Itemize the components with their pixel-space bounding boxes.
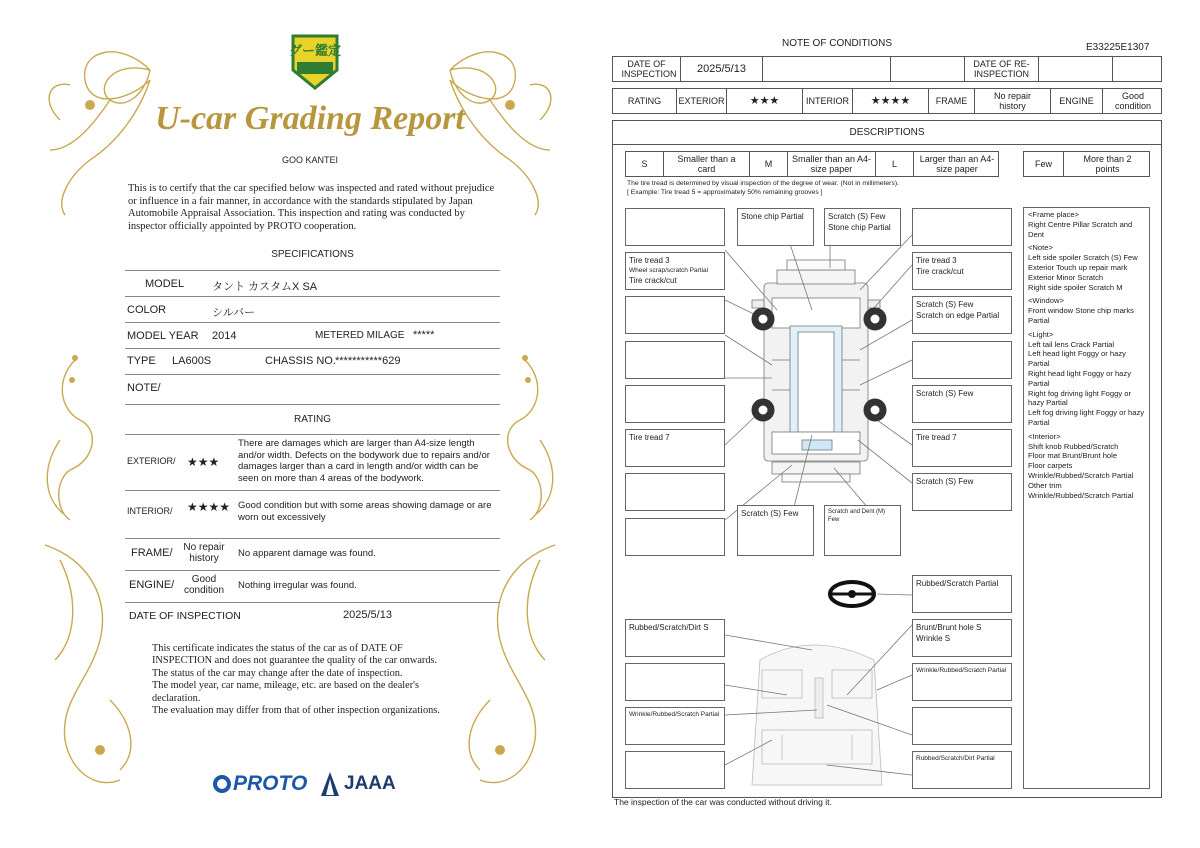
note-line: <Note> — [1028, 243, 1053, 253]
model-label: MODEL — [145, 278, 185, 290]
exterior-note-box: Tire tread 7 — [625, 429, 725, 467]
frame-description: No apparent damage was found. — [238, 548, 376, 559]
type-label: TYPE — [127, 355, 156, 367]
disclaimer — [152, 643, 482, 717]
note-line: <Window> — [1028, 296, 1064, 306]
spec-row-model — [125, 270, 500, 297]
legend-m-text: Smaller than an A4-size paper — [788, 152, 876, 176]
descriptions-heading: DESCRIPTIONS — [612, 120, 1162, 145]
specifications-heading: SPECIFICATIONS — [271, 249, 354, 260]
chassis-value: ***********629 — [335, 355, 401, 367]
legend-m: M — [750, 152, 788, 176]
interior-note-box: Rubbed/Scratch Partial — [912, 575, 1012, 613]
note-line: Right Centre Pillar Scratch and Dent — [1028, 219, 1133, 239]
spec-row-type — [125, 348, 500, 375]
interior-label: INTERIOR/ — [127, 506, 173, 516]
steering-wheel-icon — [830, 582, 874, 606]
frame-label: FRAME — [929, 89, 975, 113]
mileage-label: METERED MILAGE — [315, 330, 405, 341]
exterior-stars: ★★★ — [187, 455, 220, 469]
disclaimer-line: The model year, car name, mileage, etc. are based on the dealer's — [152, 680, 420, 692]
note-line: Exterior Minor Scratch — [1028, 272, 1104, 282]
certificate-subtitle: GOO KANTEI — [281, 155, 338, 165]
tire-note: The tire tread is determined by visual inspection of the degree of wear. (Not in millimeters). — [627, 180, 899, 187]
note-line: <Frame place> — [1028, 210, 1080, 219]
jaaa-logo-text: JAAA — [344, 773, 396, 794]
frame-value: No repair history — [183, 542, 225, 564]
interior-note-box: Brunt/Brunt hole S Wrinkle S — [912, 619, 1012, 657]
inspection-date-value: 2025/5/13 — [343, 609, 392, 621]
note-line: Other trim — [1028, 480, 1062, 490]
size-legend — [625, 151, 999, 177]
exterior-note-box: Stone chip Partial — [737, 208, 814, 246]
color-value: シルバー — [212, 307, 255, 319]
empty-cell — [1039, 57, 1113, 81]
conditions-heading: NOTE OF CONDITIONS — [782, 38, 892, 49]
rating-row-engine — [125, 570, 500, 603]
exterior-note-box — [625, 341, 725, 379]
interior-note-box — [912, 707, 1012, 745]
frame-value: No repair history — [975, 89, 1051, 113]
engine-description: Nothing irregular was found. — [238, 580, 357, 591]
note-line: Right head light Foggy or hazy Partial — [1028, 368, 1131, 388]
disclaimer-line: This certificate indicates the status of the car as of DATE OF — [152, 643, 403, 654]
frame-label: FRAME/ — [131, 547, 173, 559]
date-of-inspection-label: DATE OF INSPECTION — [613, 57, 681, 81]
exterior-note-box: Scratch (S) Few — [912, 385, 1012, 423]
empty-cell — [1113, 57, 1163, 81]
engine-value: Good condition — [1114, 91, 1152, 111]
type-value: LA600S — [172, 355, 212, 367]
exterior-note-box — [912, 341, 1012, 379]
interior-stars: ★★★★ — [187, 500, 231, 514]
inspection-date-row — [125, 602, 500, 628]
interior-stars: ★★★★ — [853, 89, 929, 113]
certificate-title: U-car Grading Report — [155, 100, 465, 137]
date-of-reinspection-label: DATE OF RE-INSPECTION — [965, 57, 1039, 81]
tire-example: [ Example: Tire tread 5 = approximately 50% remaining grooves ] — [627, 189, 823, 196]
proto-logo — [213, 770, 307, 798]
rating-label: RATING — [613, 89, 677, 113]
few-legend — [1023, 151, 1150, 177]
disclaimer-line: The evaluation may differ from that of other inspection organizations. — [152, 705, 440, 717]
interior-note-box: Wrinkle/Rubbed/Scratch Partial — [912, 663, 1012, 701]
footer-note: The inspection of the car was conducted without driving it. — [614, 797, 832, 807]
spec-row-color — [125, 296, 500, 323]
exterior-label: EXTERIOR — [677, 89, 727, 113]
jaaa-logo-icon — [320, 771, 340, 797]
legend-s: S — [626, 152, 664, 176]
exterior-note-box — [625, 208, 725, 246]
report-code: E33225E1307 — [1086, 42, 1150, 53]
rating-row-frame — [125, 538, 500, 571]
note-line: Right side spoiler Scratch M — [1028, 282, 1123, 292]
legend-few: Few — [1024, 152, 1064, 176]
color-label: COLOR — [127, 304, 167, 316]
condition-notes-list — [1023, 207, 1150, 789]
exterior-note-box: Tire tread 7 — [912, 429, 1012, 467]
note-line: Floor carpets — [1028, 461, 1073, 471]
exterior-note-box: Tire tread 3 Tire crack/cut — [912, 252, 1012, 290]
empty-cell — [891, 57, 965, 81]
jaaa-logo — [320, 770, 396, 798]
exterior-note-box: Scratch (S) Few Scratch on edge Partial — [912, 296, 1012, 334]
exterior-note-box — [625, 385, 725, 423]
exterior-note-box — [625, 473, 725, 511]
note-line: Right fog driving light Foggy or hazy Partial — [1028, 388, 1131, 408]
note-line: Floor mat Brunt/Brunt hole — [1028, 451, 1118, 461]
engine-label: ENGINE/ — [129, 579, 175, 591]
exterior-note-box: Scratch (S) Few Stone chip Partial — [824, 208, 901, 246]
note-line: Exterior Touch up repair mark — [1028, 262, 1128, 272]
engine-label: ENGINE — [1051, 89, 1103, 113]
legend-l: L — [876, 152, 914, 176]
model-value: タント カスタムX SA — [212, 281, 318, 293]
interior-note-box — [625, 663, 725, 701]
exterior-label: EXTERIOR/ — [127, 456, 176, 466]
chassis-label: CHASSIS NO. — [265, 355, 336, 367]
badge-text: グー鑑定 — [288, 43, 341, 58]
note-line: <Interior> — [1028, 431, 1061, 441]
note-line: Wrinkle/Rubbed/Scratch Partial — [1028, 490, 1134, 500]
disclaimer-line: The status of the car may change after the date of inspection. — [152, 667, 403, 679]
exterior-note-box: Scratch and Dent (M) Few — [824, 505, 901, 556]
empty-cell — [763, 57, 891, 81]
goo-kantei-badge — [287, 32, 343, 92]
proto-logo-icon — [213, 775, 231, 793]
disclaimer-line: INSPECTION and does not guarantee the quality of the car onwards. — [152, 655, 438, 667]
model-year-label: MODEL YEAR — [127, 330, 199, 342]
interior-note-box — [625, 751, 725, 789]
legend-l-text: Larger than an A4-size paper — [919, 154, 995, 174]
note-line: <Light> — [1028, 329, 1054, 339]
note-line: Front window Stone chip marks Partial — [1028, 306, 1134, 325]
model-year-value: 2014 — [212, 330, 237, 342]
exterior-note-box — [625, 518, 725, 556]
inspection-date-label: DATE OF INSPECTION — [129, 610, 241, 622]
spec-row-note — [125, 374, 500, 405]
interior-note-box: Wrinkle/Rubbed/Scratch Partial — [625, 707, 725, 745]
proto-logo-text: PROTO — [233, 772, 308, 795]
spec-row-year — [125, 322, 500, 349]
note-line: Shift knob Rubbed/Scratch — [1028, 441, 1119, 451]
exterior-note-box: Scratch (S) Few — [912, 473, 1012, 511]
interior-description: Good condition but with some areas showing damage or are worn out excessively — [238, 500, 492, 523]
note-line: Left fog driving light Foggy or hazy Partial — [1028, 408, 1145, 427]
interior-label: INTERIOR — [803, 89, 853, 113]
date-of-inspection-value: 2025/5/13 — [681, 57, 763, 81]
interior-note-box: Rubbed/Scratch/Dirt S — [625, 619, 725, 657]
note-line: Left tail lens Crack Partial — [1028, 339, 1115, 349]
disclaimer-line: declaration. — [152, 692, 201, 704]
rating-row — [612, 88, 1162, 114]
interior-note-box: Rubbed/Scratch/Dirt Partial — [912, 751, 1012, 789]
legend-s-text: Smaller than a card — [664, 152, 750, 176]
exterior-stars: ★★★ — [727, 89, 803, 113]
exterior-note-box: Tire tread 3 Wheel scrap/scratch Partial Tire crack/cut — [625, 252, 725, 290]
exterior-note-box — [625, 296, 725, 334]
exterior-note-box — [912, 208, 1012, 246]
inspection-dates-row — [612, 56, 1162, 82]
certification-statement: This is to certify that the car specified below was inspected and rated without prejudice or influence in a fair manner, in accordance with the standards stipulated by Japan Automobile Appraisal Association. This inspection and rating was conducted by inspector officially appointed by PROTO cooperation. — [128, 183, 495, 232]
engine-value: Good condition — [183, 574, 225, 596]
rating-row-interior — [125, 490, 500, 539]
note-line: Wrinkle/Rubbed/Scratch Partial — [1028, 470, 1134, 480]
rating-heading: RATING — [293, 414, 332, 425]
exterior-note-box: Scratch (S) Few — [737, 505, 814, 556]
legend-few-text: More than 2 points — [1083, 154, 1132, 174]
exterior-description: There are damages which are larger than A4-size length and/or width. Defects on the bodywork due to repairs and/or damages larger than a card in length and/or width can be seen on more than 4 areas of the bodywork. — [238, 438, 490, 484]
note-line: Left head light Foggy or hazy Partial — [1028, 349, 1126, 369]
note-label: NOTE/ — [127, 382, 161, 394]
mileage-value: ***** — [413, 329, 435, 341]
note-line: Left side spoiler Scratch (S) Few — [1028, 253, 1138, 263]
rating-row-exterior — [125, 434, 500, 491]
